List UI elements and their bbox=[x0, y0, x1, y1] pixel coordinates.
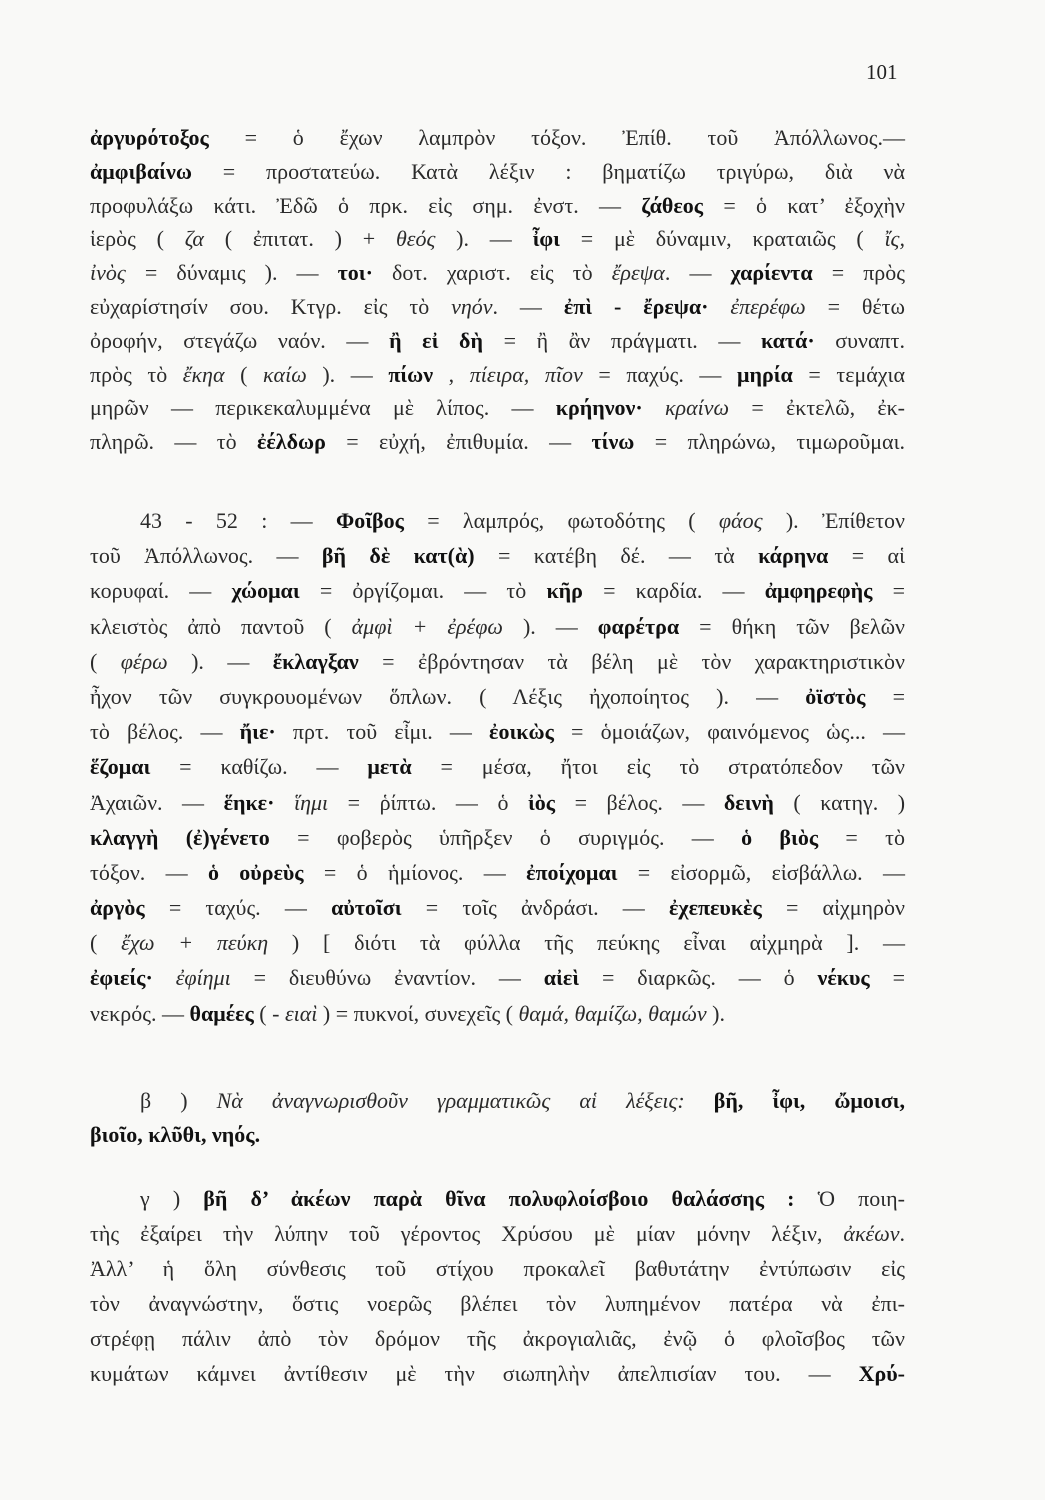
body-text: μηρῶν — περικεκαλυμμένα μὲ λίπος. — bbox=[90, 395, 556, 421]
italic-text: ἐπερέφω bbox=[730, 293, 806, 319]
body-text: = δύναμις ). — bbox=[125, 260, 338, 286]
headword: κλαγγὴ (ἐ)γένετο bbox=[90, 824, 270, 850]
headword: ὁ βιὸς bbox=[741, 824, 819, 850]
paragraph-commentary-gamma bbox=[90, 1181, 905, 1391]
body-text: ). — bbox=[167, 648, 273, 674]
text-line bbox=[90, 290, 905, 324]
body-text bbox=[153, 965, 176, 990]
body-text: συναπτ. bbox=[814, 327, 905, 353]
text-line bbox=[90, 855, 905, 890]
headword: ἔκλαγξαν bbox=[272, 648, 359, 674]
headword: ὁ οὐρεὺς bbox=[207, 859, 304, 885]
body-text: = μέσα, ἤτοι εἰς τὸ στρατόπεδον τῶν bbox=[411, 754, 905, 780]
text-line bbox=[90, 573, 905, 608]
headword: ἐχεπευκὲς bbox=[669, 895, 762, 921]
body-text: = καρδία. — bbox=[582, 578, 765, 604]
body-text: = παχύς. — bbox=[582, 361, 737, 387]
headword: νέκυς bbox=[817, 965, 870, 991]
text-line bbox=[90, 679, 905, 714]
headword: μετὰ bbox=[367, 754, 412, 780]
body-text: ( κατηγ. ) bbox=[773, 789, 906, 815]
body-text: = πληρώνω, τιμωροῦμαι. bbox=[634, 429, 905, 455]
body-text: . — bbox=[664, 260, 731, 286]
page-number: 101 bbox=[866, 60, 898, 84]
body-text: = θέτω bbox=[805, 293, 905, 319]
text-line bbox=[90, 820, 905, 855]
italic-text: ἴς, bbox=[884, 226, 905, 252]
body-text: = εὐχή, ἐπιθυμία. — bbox=[325, 429, 592, 455]
body-text: = κατέβη δέ. — τὰ bbox=[474, 543, 759, 569]
headword: θαμέες bbox=[189, 1000, 254, 1026]
text-line bbox=[90, 1251, 905, 1286]
body-text: = bbox=[869, 965, 905, 991]
body-text: = ταχύς. — bbox=[144, 895, 332, 921]
headword: ἕηκε· bbox=[223, 789, 275, 815]
text-line bbox=[90, 155, 905, 189]
body-text: ). — bbox=[306, 361, 389, 387]
body-text: τὴς ἐξαίρει τὴν λύπην τοῦ γέροντος Χρύσου μὲ μίαν μόνην λέξιν, bbox=[90, 1221, 844, 1246]
text-line bbox=[90, 391, 905, 425]
headword: ἐπὶ - ἔρεψα· bbox=[563, 293, 709, 319]
headword: ζάθεος bbox=[641, 192, 704, 218]
body-text: κυμάτων κάμνει ἀντίθεσιν μὲ τὴν σιωπηλὴν ἀπελπισίαν του. — bbox=[90, 1361, 859, 1386]
body-text: ) = πυκνοί, συνεχεῖς ( bbox=[317, 1000, 519, 1026]
body-text: δοτ. χαριστ. εἰς τὸ bbox=[372, 260, 612, 286]
body-text: = μὲ δύναμιν, κραταιῶς ( bbox=[559, 226, 885, 252]
text-line bbox=[90, 1356, 905, 1391]
text-line bbox=[90, 785, 905, 820]
body-text: ὀροφήν, στεγάζω ναόν. — bbox=[90, 327, 390, 353]
body-text: ). — bbox=[435, 226, 533, 252]
text-line bbox=[90, 256, 905, 290]
body-text: = καθίζω. — bbox=[150, 754, 368, 780]
italic-text: φέρω bbox=[120, 648, 168, 674]
headword: κατά· bbox=[761, 327, 815, 353]
body-text: = ὁμοιάζων, φαινόμενος ὡς... — bbox=[553, 719, 906, 745]
text-line bbox=[90, 324, 905, 358]
body-text: κλειστὸς ἀπὸ παντοῦ ( bbox=[90, 613, 352, 639]
text-line bbox=[90, 121, 905, 155]
body-text: στρέφῃ πάλιν ἀπὸ τὸν δρόμον τῆς ἀκρογιαλιᾶς, ἐνῷ ὁ φλοῖσβος τῶν bbox=[90, 1326, 905, 1351]
body-text: ) [ διότι τὰ φύλλα τῆς πεύκης εἶναι αἰχμηρὰ ]. — bbox=[268, 930, 905, 956]
body-text: = ἐκτελῶ, ἐκ- bbox=[729, 395, 906, 421]
body-text: = ὁ ἔχων λαμπρὸν τόξον. Ἐπίθ. τοῦ Ἀπόλλωνος.— bbox=[208, 125, 905, 150]
text-line bbox=[90, 1216, 905, 1251]
headword: ἐφιείς· bbox=[90, 965, 153, 991]
headword: Φοῖβος bbox=[335, 508, 404, 533]
headword: φαρέτρα bbox=[597, 613, 680, 639]
body-text: = διαρκῶς. — ὁ bbox=[579, 965, 818, 991]
headword: ἤιε· bbox=[239, 719, 276, 745]
italic-text: - ειαὶ bbox=[272, 1000, 318, 1026]
italic-text: φάος bbox=[718, 508, 763, 533]
body-text: = προστατεύω. Κατὰ λέξιν : βηματίζω τριγύρω, διὰ νὰ bbox=[191, 158, 905, 184]
body-text: = φοβερὸς ὑπῆρξεν ὁ συριγμός. — bbox=[269, 824, 742, 850]
body-text: τὸν ἀναγνώστην, ὅστις νοερῶς βλέπει τὸν λυπημένον πατέρα νὰ ἐπι- bbox=[90, 1291, 905, 1316]
headword: χαρίεντα bbox=[730, 260, 813, 286]
body-text: . bbox=[899, 1221, 905, 1246]
headword: βῆ δὲ κατ(ὰ) bbox=[321, 543, 475, 569]
body-text: = αἰχμηρὸν bbox=[761, 895, 905, 921]
body-text bbox=[274, 790, 294, 815]
body-text: ( bbox=[90, 648, 121, 674]
body-text: = bbox=[872, 578, 905, 604]
headword: ἀμφηρεφὴς bbox=[764, 578, 873, 604]
headword: βιοῖο, κλῦθι, νηός. bbox=[90, 1122, 261, 1147]
headword: ἀμφιβαίνω bbox=[90, 158, 192, 184]
text-line bbox=[90, 222, 905, 256]
body-text: προφυλάξω κάτι. Ἐδῶ ὁ πρκ. εἰς σημ. ἐνστ. — bbox=[90, 192, 642, 218]
text-line bbox=[90, 749, 905, 784]
headword: αὐτοῖσι bbox=[331, 895, 402, 921]
italic-text: καίω bbox=[262, 361, 307, 387]
body-text: = λαμπρός, φωτοδότης ( bbox=[403, 508, 719, 533]
body-text: = ὁ κατ’ ἐξοχὴν bbox=[703, 192, 905, 218]
body-text: τοῦ Ἀπόλλωνος. — bbox=[90, 543, 322, 569]
italic-text: ἀμφὶ + ἐρέφω bbox=[351, 613, 503, 639]
italic-text: κραίνω bbox=[665, 395, 730, 421]
headword: τίνω bbox=[591, 429, 635, 455]
headword: κάρηνα bbox=[758, 543, 829, 569]
headword: ὀϊστὸς bbox=[805, 683, 866, 709]
body-text: β ) bbox=[140, 1088, 217, 1113]
headword: ἰὸς bbox=[527, 789, 556, 815]
italic-text: ἔχω + πεύκη bbox=[121, 930, 269, 956]
body-text: ( bbox=[90, 930, 122, 956]
text-line bbox=[90, 1321, 905, 1356]
text-line bbox=[90, 503, 905, 538]
text-line bbox=[90, 358, 905, 392]
text-line bbox=[90, 425, 905, 459]
headword: κῆρ bbox=[546, 578, 583, 604]
body-text bbox=[709, 294, 731, 319]
body-text: Ἀχαιῶν. — bbox=[90, 789, 224, 815]
body-text: πρτ. τοῦ εἶμι. — bbox=[275, 719, 490, 745]
italic-text: ἐφίημι bbox=[175, 965, 231, 991]
headword: μηρία bbox=[736, 361, 793, 387]
body-text: , bbox=[433, 361, 470, 387]
italic-text: ἔκηα bbox=[182, 361, 225, 387]
body-text: = τὸ bbox=[818, 824, 905, 850]
body-text: ἦχον τῶν συγκρουομένων ὅπλων. ( Λέξις ἠχοποίητος ). — bbox=[90, 683, 806, 709]
body-text: = ἐβρόντησαν τὰ βέλη μὲ τὸν χαρακτηριστικὸν bbox=[358, 648, 906, 674]
body-text: = εἰσορμῶ, εἰσβάλλω. — bbox=[617, 859, 906, 885]
body-text: = τοῖς ἀνδράσι. — bbox=[401, 895, 670, 921]
paragraph-vocabulary-notes-43-52 bbox=[90, 503, 905, 1031]
body-text: Ὁ ποιη- bbox=[794, 1186, 905, 1211]
body-text: κορυφαί. — bbox=[90, 578, 232, 604]
text-line bbox=[90, 925, 905, 960]
italic-text: θεός bbox=[395, 226, 436, 252]
text-line bbox=[90, 1118, 905, 1152]
body-text: = ὀργίζομαι. — τὸ bbox=[299, 578, 547, 604]
italic-text: θαμά, θαμίζω, θαμών bbox=[518, 1000, 707, 1026]
headword: βῆ δ’ ἀκέων παρὰ θῖνα πολυφλοίσβοιο θαλάσσης : bbox=[203, 1186, 795, 1211]
text-line bbox=[90, 644, 905, 679]
text-line bbox=[90, 609, 905, 644]
body-text: εὐχαρίστησίν σου. Κτγρ. εἰς τὸ bbox=[90, 293, 452, 319]
text-line bbox=[90, 1084, 905, 1118]
body-text: Ἀλλ’ ἡ ὅλη σύνθεσις τοῦ στίχου προκαλεῖ βαθυτάτην ἐντύπωσιν εἰς bbox=[90, 1256, 905, 1281]
headword: Χρύ- bbox=[858, 1361, 905, 1386]
body-text: ). Ἐπίθετον bbox=[762, 508, 905, 533]
headword: ἶφι bbox=[532, 226, 560, 252]
body-text: = ῥίπτω. — ὁ bbox=[328, 789, 528, 815]
headword: πίων bbox=[388, 361, 434, 387]
headword: χώομαι bbox=[231, 578, 300, 604]
body-text: ( ἐπιτατ. ) + bbox=[203, 226, 396, 252]
body-text: = bbox=[865, 683, 905, 709]
text-line bbox=[90, 996, 905, 1031]
body-text: = ὁ ἡμίονος. — bbox=[303, 859, 527, 885]
body-text: νεκρός. — bbox=[90, 1000, 190, 1026]
text-line bbox=[90, 890, 905, 925]
body-text: ἱερὸς ( bbox=[90, 226, 185, 252]
body-text: = αἱ bbox=[828, 543, 905, 569]
body-text: πληρῶ. — τὸ bbox=[90, 429, 257, 455]
headword: ἐποίχομαι bbox=[526, 859, 618, 885]
italic-text: ἰνὸς bbox=[90, 260, 126, 286]
italic-text: νηόν bbox=[451, 293, 493, 319]
body-text: τὸ βέλος. — bbox=[90, 719, 240, 745]
body-text bbox=[643, 395, 665, 420]
headword: αἰεὶ bbox=[543, 965, 580, 991]
headword: κρήηνον· bbox=[555, 395, 643, 421]
body-text: ( bbox=[224, 361, 263, 387]
body-text: = πρὸς bbox=[812, 260, 905, 286]
italic-text: ἵημι bbox=[293, 789, 329, 815]
italic-text: ζα bbox=[184, 226, 204, 252]
text-line bbox=[90, 189, 905, 223]
headword: ἕζομαι bbox=[90, 754, 151, 780]
headword: ἐέλδωρ bbox=[257, 429, 326, 455]
paragraph-vocabulary-notes-1 bbox=[90, 121, 905, 459]
body-text bbox=[685, 1088, 714, 1113]
body-text: γ ) bbox=[140, 1186, 204, 1211]
headword: ἀργὸς bbox=[90, 895, 145, 921]
body-text: πρὸς τὸ bbox=[90, 361, 183, 387]
headword: ἢ εἰ δὴ bbox=[389, 327, 483, 353]
body-text: = βέλος. — bbox=[555, 789, 724, 815]
headword: ἀργυρότοξος bbox=[90, 125, 209, 150]
body-text: = τεμάχια bbox=[792, 361, 905, 387]
italic-text: Νὰ ἀναγνωρισθοῦν γραμματικῶς αἱ λέξεις: bbox=[216, 1088, 685, 1113]
body-text: = θήκη τῶν βελῶν bbox=[679, 613, 905, 639]
body-text: . — bbox=[492, 293, 564, 319]
body-text: τόξον. — bbox=[90, 859, 208, 885]
body-text: ( bbox=[253, 1000, 273, 1026]
italic-text: ἔρεψα bbox=[611, 260, 665, 286]
headword: δεινὴ bbox=[723, 789, 774, 815]
headword: βῆ, ἶφι, ὤμοισι, bbox=[713, 1088, 905, 1113]
headword: ἐοικὼς bbox=[489, 719, 554, 745]
headword: τοι· bbox=[337, 260, 373, 286]
text-line bbox=[90, 714, 905, 749]
paragraph-exercise-beta bbox=[90, 1084, 905, 1152]
body-text: ). — bbox=[502, 613, 598, 639]
body-text: = ἢ ἂν πράγματι. — bbox=[482, 327, 762, 353]
body-text: = διευθύνω ἐναντίον. — bbox=[230, 965, 544, 991]
text-line bbox=[90, 1286, 905, 1321]
body-text: ). bbox=[706, 1000, 725, 1026]
text-line bbox=[90, 538, 905, 573]
body-text: 43 - 52 : — bbox=[140, 508, 336, 533]
italic-text: πίειρα, πῖον bbox=[469, 361, 583, 387]
text-line bbox=[90, 960, 905, 995]
text-line bbox=[90, 1181, 905, 1216]
italic-text: ἀκέων bbox=[843, 1221, 900, 1246]
